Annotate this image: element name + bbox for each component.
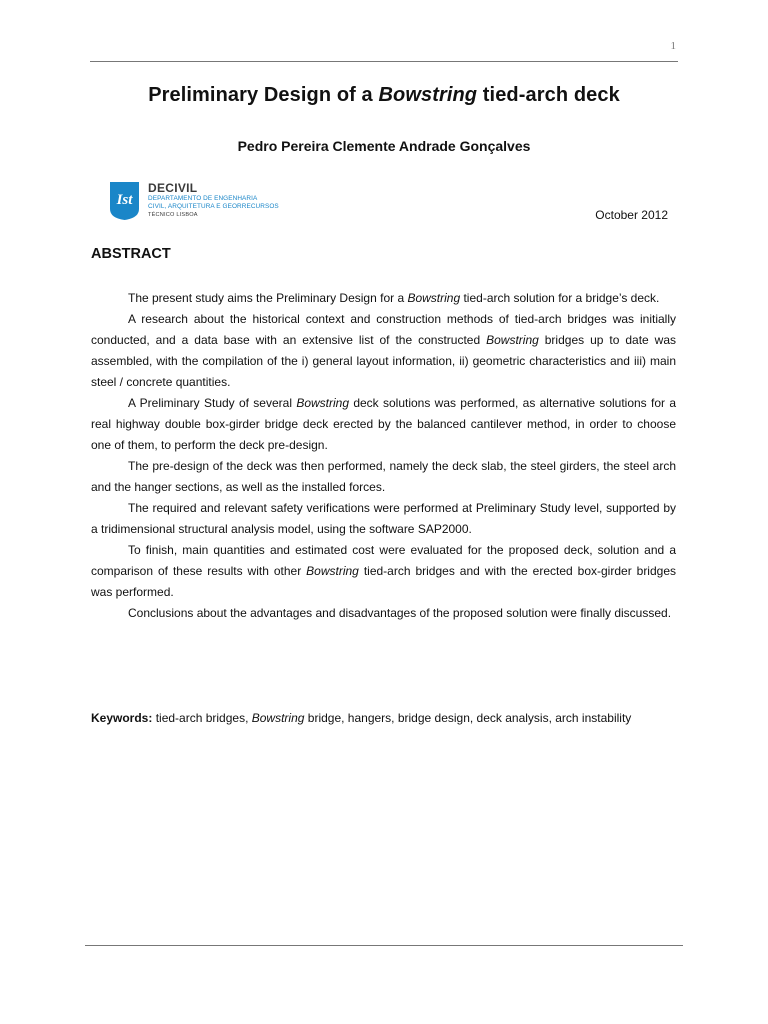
- abstract-paragraph: The present study aims the Preliminary Design for a Bowstring tied-arch solution for a bridge’s deck.: [128, 291, 660, 305]
- emphasis: Bowstring: [407, 291, 461, 305]
- title-emphasis: Bowstring: [378, 84, 478, 106]
- abstract-paragraph: A research about the historical context and construction methods of tied-arch bridges was initially conducted, and a data base with an extensive list of the constructed Bowstring bridges up to date was assembled, with the compilation of the i) general layout information, ii) geometric characteristics and iii) main steel / concrete quantities.: [91, 312, 677, 389]
- footer-rule: [85, 945, 683, 946]
- logo-school: TÉCNICO LISBOA: [148, 212, 198, 218]
- abstract-paragraph: The required and relevant safety verifications were performed at Preliminary Study level, supported by a tridimensional structural analysis model, using the software SAP2000.: [91, 501, 676, 536]
- abstract-paragraph: To finish, main quantities and estimated cost were evaluated for the proposed deck, solution and a comparison of these results with other Bowstring tied-arch bridges and with the erected box-girder bridges was performed.: [91, 543, 676, 599]
- author-name: Pedro Pereira Clemente Andrade Gonçalves: [237, 138, 531, 154]
- logo-text: [148, 182, 279, 220]
- title-text-end: tied-arch deck: [477, 84, 620, 106]
- keywords-line: Keywords: tied-arch bridges, Bowstring bridge, hangers, bridge design, deck analysis, arch instability: [91, 711, 632, 725]
- logo-department-line2: CIVIL, ARQUITETURA E GEORRECURSOS: [148, 203, 279, 210]
- emphasis: Bowstring: [306, 564, 359, 578]
- emphasis: Bowstring: [251, 711, 305, 725]
- page-number: 1: [670, 40, 676, 52]
- abstract-paragraph: Conclusions about the advantages and disadvantages of the proposed solution were finally discussed.: [128, 606, 672, 620]
- emphasis: Bowstring: [296, 396, 349, 410]
- abstract-heading: ABSTRACT: [91, 246, 171, 262]
- emphasis: Bowstring: [486, 333, 539, 347]
- title-text-start: Preliminary Design of a: [148, 84, 379, 106]
- paper-title: [0, 84, 768, 107]
- logo-mark-text: Ist: [116, 192, 133, 208]
- ist-logo-icon: [110, 182, 139, 220]
- abstract-paragraph: A Preliminary Study of several Bowstring deck solutions was performed, as alternative solutions for a real highway double box-girder bridge deck erected by the balanced cantilever method, in order to choose one of them, to perform the deck pre-design.: [91, 396, 676, 452]
- logo-department-line1: DEPARTAMENTO DE ENGENHARIA: [148, 195, 258, 202]
- decivil-logo: [110, 182, 290, 224]
- logo-name: DECIVIL: [148, 181, 198, 195]
- abstract-paragraph: The pre-design of the deck was then performed, namely the deck slab, the steel girders, the steel arch and the hanger sections, as well as the installed forces.: [91, 459, 676, 494]
- keywords-label: Keywords:: [91, 711, 153, 725]
- header-rule: [90, 61, 678, 62]
- abstract-body: [91, 288, 676, 624]
- publication-date: October 2012: [595, 208, 668, 222]
